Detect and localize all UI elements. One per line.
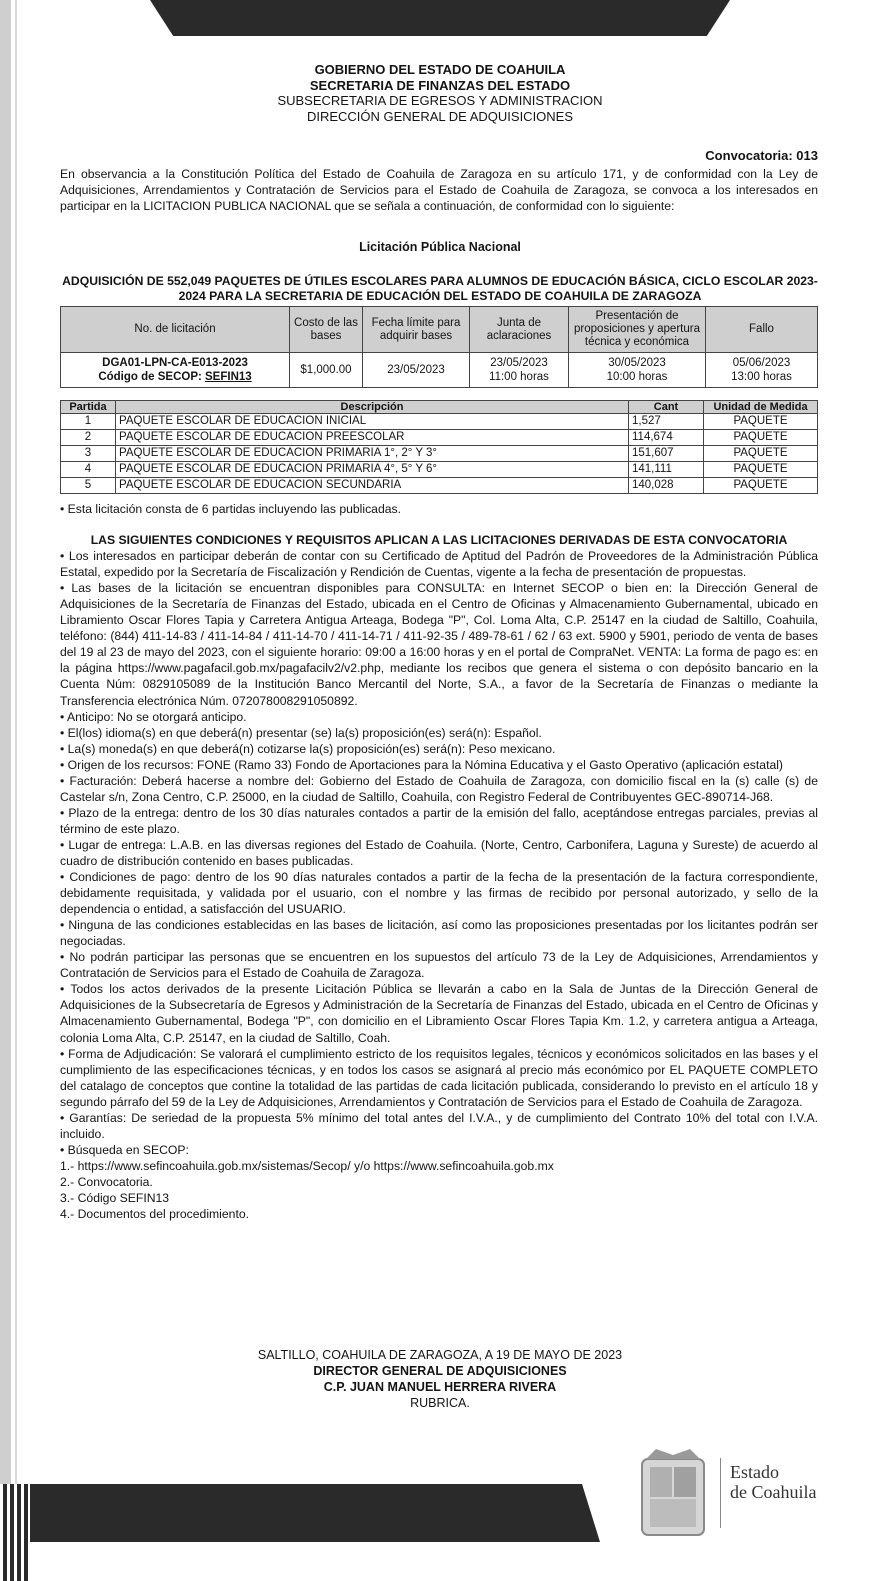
- costo-bases: $1,000.00: [290, 353, 363, 388]
- col-header-partida: Partida: [61, 401, 116, 414]
- licitacion-schedule-table: [60, 306, 818, 388]
- condition-item: • Los interesados en participar deberán de contar con su Certificado de Aptitud del Padrón de Proveedores de la Administración Pública Estatal, expedido por la Secretaría de Fiscalización y Rendición de Cuentas, vigente a la fecha de presentación de propuestas.: [60, 549, 818, 580]
- fallo-fecha: 05/06/2023: [732, 357, 791, 369]
- document-header: [60, 62, 820, 124]
- left-margin-line: [15, 0, 17, 1581]
- col-header-unidad: Unidad de Medida: [704, 401, 818, 414]
- signature-block: [60, 1347, 820, 1411]
- signer-title: DIRECTOR GENERAL DE ADQUISICIONES: [313, 1364, 567, 1378]
- header-gobierno: GOBIERNO DEL ESTADO DE COAHUILA: [314, 62, 566, 77]
- junta-hora: 11:00 horas: [489, 371, 549, 383]
- secop-code-line: [64, 370, 286, 384]
- condition-item: • Origen de los recursos: FONE (Ramo 33) Fondo de Aportaciones para la Nómina Educativa y el Gasto Operativo (aplicación estatal): [60, 757, 783, 772]
- col-header-junta: Junta de aclaraciones: [470, 307, 569, 353]
- partida-cant: 141,111: [629, 462, 704, 478]
- col-header-costo: Costo de las bases: [290, 307, 363, 353]
- condition-item: • Ninguna de las condiciones establecidas en las bases de licitación, así como las proposiciones presentadas por los licitantes podrán ser negociadas.: [60, 918, 818, 949]
- partida-unidad: PAQUETE: [704, 462, 818, 478]
- condition-item: • Las bases de la licitación se encuentran disponibles para CONSULTA: en Internet SECOP o bien en: la Dirección General de Adquisiciones de la Secretaría de Finanzas del Estado, ubicada en el Centro de Oficinas y Almacenamiento Gubernamental, ubicado en Libramiento Oscar Flores Tapia y Carretera Antigua Arteaga, Bodega "P", Col. Loma Alta, C.P. 25147 en la ciudad de Saltillo, Coahuila, teléfono: (844) 411-14-83 / 411-14-84 / 411-14-70 / 411-14-71 / 411-92-35 / 489-78-61 / 62 / 63 ext. 5900 y 5901, periodo de venta de bases del 19 al 23 de mayo del 2023, con el siguiente horario: 09:00 a 16:00 horas y en el portal de CompraNet. VENTA: La forma de pago es: en la página https://www.pagafacil.gob.mx/pagafacilv2/v2.php, mediante los recibos que genera el sistema o con depósito bancario en la Cuenta Núm: 0829105089 de la Institución Banco Mercantil del Norte, S.A., a favor de la Secretaría de Finanzas o mediante la Transferencia electrónica Núm. 072078008291050892.: [60, 581, 818, 708]
- partida-number: 2: [61, 430, 116, 446]
- col-header-fecha-limite: Fecha límite para adquirir bases: [363, 307, 470, 353]
- partida-cant: 140,028: [629, 478, 704, 494]
- condition-item: • Lugar de entrega: L.A.B. en las diversas regiones del Estado de Coahuila. (Norte, Centro, Carbonifera, Laguna y Sureste) de acuerdo al cuadro de distribución contenido en bases publicadas.: [60, 837, 818, 868]
- secop-code-label: Código de SECOP:: [98, 371, 202, 383]
- header-secretaria: SECRETARIA DE FINANZAS DEL ESTADO: [309, 77, 571, 93]
- fallo-cell: [706, 353, 818, 388]
- conditions-title: LAS SIGUIENTES CONDICIONES Y REQUISITOS APLICAN A LAS LICITACIONES DERIVADAS DE ESTA CONVOCATORIA: [90, 533, 788, 548]
- condition-item: 1.- https://www.sefincoahuila.gob.mx/sistemas/Secop/ y/o https://www.sefincoahuila.gob.mx: [60, 1158, 554, 1173]
- col-header-descripcion: Descripción: [116, 401, 629, 414]
- partidas-table: [60, 400, 818, 494]
- condition-item: • Anticipo: No se otorgará anticipo.: [60, 709, 247, 724]
- junta-fecha: 23/05/2023: [490, 357, 548, 369]
- condition-item: • Facturación: Deberá hacerse a nombre del: Gobierno del Estado de Coahuila de Zaragoza, con domicilio fiscal en la (s) calle (s) de Castelar s/n, Zona Centro, C.P. 25000, en la ciudad de Saltillo, Coahuila, con Registro Federal de Contribuyentes GEC-890714-J68.: [60, 773, 818, 804]
- partida-descripcion: PAQUETE ESCOLAR DE EDUCACION INICIAL: [116, 414, 629, 430]
- table-row: [61, 414, 818, 430]
- presentacion-hora: 10:00 horas: [606, 371, 668, 383]
- conditions-list: [60, 548, 818, 1222]
- presentacion-fecha: 30/05/2023: [608, 357, 666, 369]
- place-date: SALTILLO, COAHUILA DE ZARAGOZA, A 19 DE MAYO DE 2023: [257, 1348, 623, 1362]
- junta-aclaraciones-cell: [470, 353, 569, 388]
- condition-item: 4.- Documentos del procedimiento.: [60, 1207, 250, 1222]
- header-direccion: DIRECCIÓN GENERAL DE ADQUISICIONES: [306, 108, 574, 124]
- licitacion-number-cell: [61, 353, 290, 388]
- fallo-hora: 13:00 horas: [731, 371, 792, 383]
- condition-item: • Condiciones de pago: dentro de los 90 días naturales contados a partir de la fecha de la presentación de la factura correspondiente, debidamente requisitada, y validada por el usuario, con el nombre y las firmas de recibido por personal autorizado, y sello de la dependencia o entidad, a satisfacción del USUARIO.: [60, 870, 818, 917]
- header-subsecretaria: SUBSECRETARIA DE EGRESOS Y ADMINISTRACION: [277, 93, 603, 108]
- partida-number: 5: [61, 478, 116, 494]
- condition-item: • Todos los actos derivados de la presente Licitación Pública se llevarán a cabo en la Sala de Juntas de la Dirección General de Adquisiciones de la Subsecretaría de Egresos y Administración de la Secretaría de Finanzas del Estado, ubicada en el Centro de Oficinas y Almacenamiento Gubernamental, Bodega "P", con domicilio en el Libramiento Oscar Flores Tapia Km. 1.2, y carretera antigua a Arteaga, colonia Loma Alta, C.P. 25147, en la ciudad de Saltillo, Coah.: [60, 982, 818, 1045]
- top-decorative-band: [150, 0, 730, 36]
- logo-line-1: Estado: [730, 1462, 779, 1482]
- partida-cant: 114,674: [629, 430, 704, 446]
- col-header-presentacion: Presentación de proposiciones y apertura técnica y económica: [569, 307, 706, 353]
- condition-item: • No podrán participar las personas que se encuentren en los supuestos del artículo 73 de la Ley de Adquisiciones, Arrendamientos y Contratación de Servicios para el Estado de Coahuila de Zaragoza.: [60, 950, 818, 981]
- licitacion-object-title: ADQUISICIÓN DE 552,049 PAQUETES DE ÚTILES ESCOLARES PARA ALUMNOS DE EDUCACIÓN BÁSICA, CICLO ESCOLAR 2023-2024 PARA LA SECRETARIA DE EDUCACIÓN DEL ESTADO DE COAHUILA DE ZARAGOZA: [62, 274, 818, 303]
- signer-name: C.P. JUAN MANUEL HERRERA RIVERA: [323, 1380, 557, 1394]
- table-row: [61, 462, 818, 478]
- partida-unidad: PAQUETE: [704, 478, 818, 494]
- partida-unidad: PAQUETE: [704, 446, 818, 462]
- intro-paragraph: En observancia a la Constitución Política del Estado de Coahuila de Zaragoza en su artículo 171, y de conformidad con la Ley de Adquisiciones, Arrendamientos y Contratación de Servicios para el Estado de Coahuila de Zaragoza, se convoca a los interesados en participar en la LICITACION PUBLICA NACIONAL que se señala a continuación, de conformidad con lo siguiente:: [60, 167, 818, 213]
- presentacion-cell: [569, 353, 706, 388]
- condition-item: • La(s) moneda(s) en que deberá(n) cotizarse la(s) proposición(es) será(n): Peso mexicano.: [60, 741, 556, 756]
- partida-unidad: PAQUETE: [704, 430, 818, 446]
- condition-item: • Forma de Adjudicación: Se valorará el cumplimiento estricto de los requisitos legales, técnicos y económicos solicitados en las bases y el cumplimiento de las especificaciones técnicas, y en todos los casos se asignará al precio más económico por EL PAQUETE COMPLETO del catalago de conceptos que contine la totalidad de las partidas de cada licitación publicada, considerando lo previsto en el artículo 18 y segundo párrafo del 59 de la Ley de Adquisiciones, Arrendamientos y Contratación de Servicios para el Estado de Coahuila de Zaragoza.: [60, 1046, 818, 1109]
- table-row: [61, 430, 818, 446]
- partida-descripcion: PAQUETE ESCOLAR DE EDUCACION PRIMARIA 4°, 5° Y 6°: [116, 462, 629, 478]
- secop-code: SEFIN13: [205, 371, 252, 383]
- logo-divider: [720, 1458, 721, 1528]
- partida-number: 1: [61, 414, 116, 430]
- partida-descripcion: PAQUETE ESCOLAR DE EDUCACION SECUNDARIA: [116, 478, 629, 494]
- condition-item: 3.- Código SEFIN13: [60, 1190, 170, 1205]
- conditions-section: [60, 501, 818, 1222]
- coat-of-arms-icon: [636, 1445, 710, 1545]
- partida-descripcion: PAQUETE ESCOLAR DE EDUCACION PRIMARIA 1°, 2° Y 3°: [116, 446, 629, 462]
- partida-descripcion: PAQUETE ESCOLAR DE EDUCACION PREESCOLAR: [116, 430, 629, 446]
- left-margin-rule: [0, 0, 11, 1581]
- partida-cant: 151,607: [629, 446, 704, 462]
- logo-line-2: de Coahuila: [730, 1482, 817, 1502]
- condition-item: • Garantías: De seriedad de la propuesta 5% mínimo del total antes del I.V.A., y de cumplimiento del Contrato 10% del total con I.V.A. incluido.: [60, 1110, 818, 1141]
- estado-logo-text: [730, 1462, 816, 1502]
- convocatoria-number: Convocatoria: 013: [705, 148, 818, 163]
- condition-item: • El(los) idioma(s) en que deberá(n) presentar (se) la(s) proposición(es) será(n): Español.: [60, 725, 542, 740]
- col-header-fallo: Fallo: [706, 307, 818, 353]
- condition-item: • Búsqueda en SECOP:: [60, 1142, 189, 1157]
- partida-number: 4: [61, 462, 116, 478]
- partida-unidad: PAQUETE: [704, 414, 818, 430]
- col-header-cant: Cant: [629, 401, 704, 414]
- fecha-limite: 23/05/2023: [363, 353, 470, 388]
- table-row: [61, 446, 818, 462]
- table-row: [61, 478, 818, 494]
- partidas-note: • Esta licitación consta de 6 partidas incluyendo las publicadas.: [60, 502, 401, 516]
- condition-item: • Plazo de la entrega: dentro de los 30 días naturales contados a partir de la emisión del fallo, aceptándose entregas parciales, previas al término de este plazo.: [60, 805, 818, 836]
- condition-item: 2.- Convocatoria.: [60, 1174, 153, 1189]
- partida-number: 3: [61, 446, 116, 462]
- licitacion-type: Licitación Pública Nacional: [359, 240, 521, 254]
- bottom-decorative-band: [0, 1484, 600, 1542]
- partida-cant: 1,527: [629, 414, 704, 430]
- col-header-numero: No. de licitación: [61, 307, 290, 353]
- bottom-stripes: [0, 1484, 30, 1581]
- licitacion-number: DGA01-LPN-CA-E013-2023: [102, 357, 248, 369]
- rubrica: RUBRICA.: [410, 1396, 470, 1410]
